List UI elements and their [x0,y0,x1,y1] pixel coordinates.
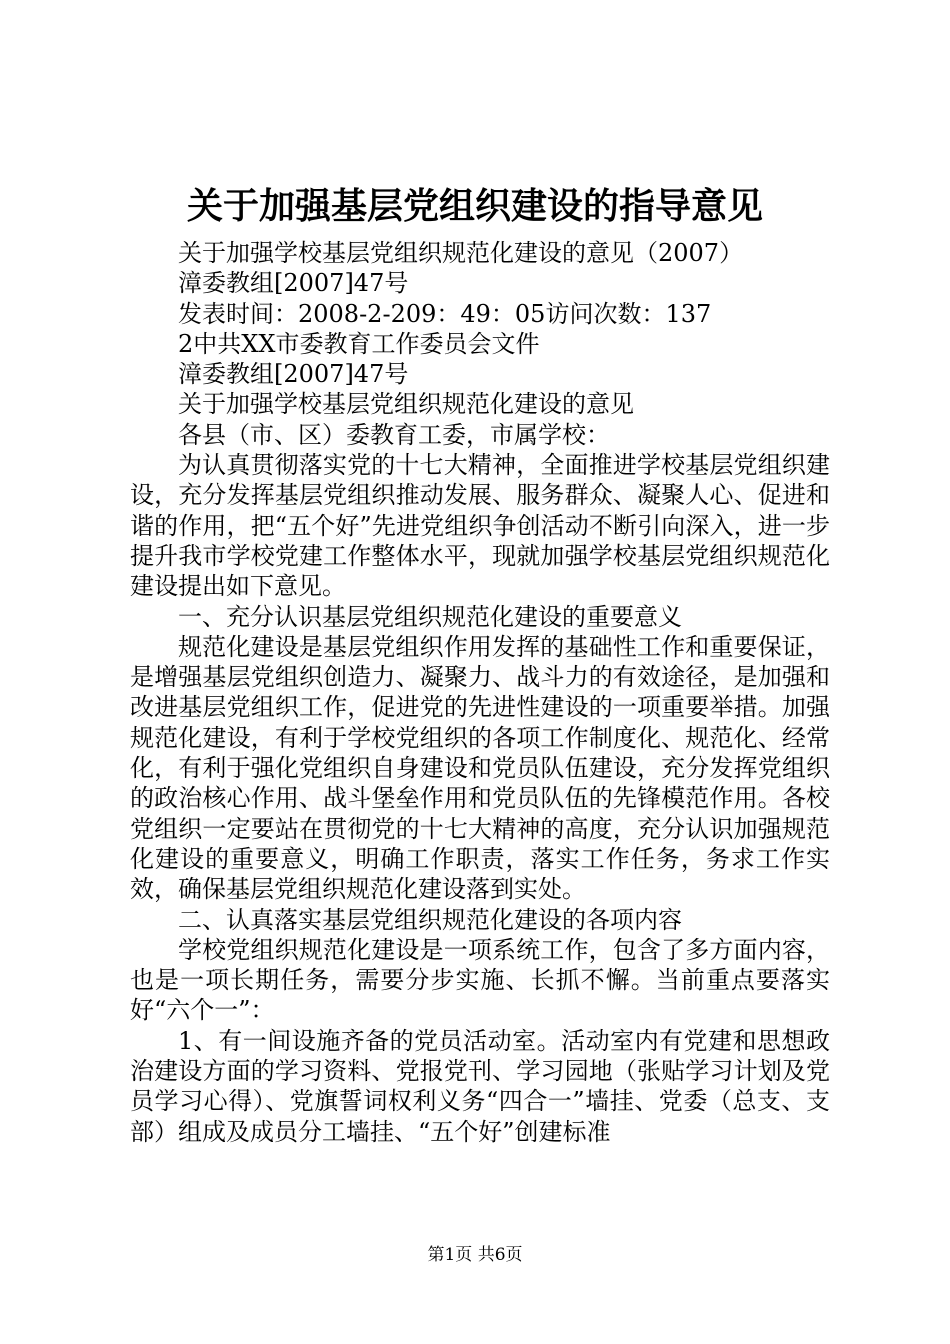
paragraph-section-1: 规范化建设是基层党组织作用发挥的基础性工作和重要保证，是增强基层党组织创造力、凝聚力、战斗力的有效途径，是加强和改进基层党组织工作，促进党的先进性建设的一项重要举措。加强规范化建设，有利于学校党组织的各项工作制度化、规范化、经常化，有利于强化党组织自身建设和党员队伍建设，充分发挥党组织的政治核心作用、战斗堡垒作用和党员队伍的先锋模范作用。各校党组织一定要站在贯彻党的十七大精神的高度，充分认识加强规范化建设的重要意义，明确工作职责，落实工作任务，务求工作实效，确保基层党组织规范化建设落到实处。 [130,632,830,904]
paragraph-section-2: 学校党组织规范化建设是一项系统工作，包含了多方面内容，也是一项长期任务，需要分步实施、长抓不懈。当前重点要落实好“六个一”： [130,935,830,1025]
header-line-subtitle: 关于加强学校基层党组织规范化建设的意见（2007） [178,239,744,267]
section-heading-1: 一、充分认识基层党组织规范化建设的重要意义 [178,602,682,631]
document-body [130,238,830,1147]
paragraph-intro: 为认真贯彻落实党的十七大精神，全面推进学校基层党组织建设，充分发挥基层党组织推动发展、服务群众、凝聚人心、促进和谐的作用，把“五个好”先进党组织争创活动不断引向深入，进一步提升我市学校党建工作整体水平，现就加强学校基层党组织规范化建设提出如下意见。 [130,451,830,601]
document-title: 关于加强基层党组织建设的指导意见 [186,186,763,227]
header-line-doc-number: 漳委教组[2007]47号 [178,269,409,298]
header-line-doc-title: 关于加强学校基层党组织规范化建设的意见 [178,390,634,419]
header-line-doc-number-repeat: 漳委教组[2007]47号 [178,360,409,389]
header-line-addressee: 各县（市、区）委教育工委，市属学校： [178,420,610,449]
page-footer: 第1页 共6页 [427,1245,523,1265]
header-line-issuer: 2中共XX市委教育工作委员会文件 [178,329,540,358]
header-line-publish-info: 发表时间：2008-2-209：49：05访问次数：137 [178,299,712,328]
paragraph-item-1: 1、有一间设施齐备的党员活动室。活动室内有党建和思想政治建设方面的学习资料、党报党刊、学习园地（张贴学习计划及党员学习心得）、党旗誓词权利义务“四合一”墙挂、党委（总支、支部）组成及成员分工墙挂、“五个好”创建标准 [130,1026,830,1146]
section-heading-2: 二、认真落实基层党组织规范化建设的各项内容 [178,905,682,934]
